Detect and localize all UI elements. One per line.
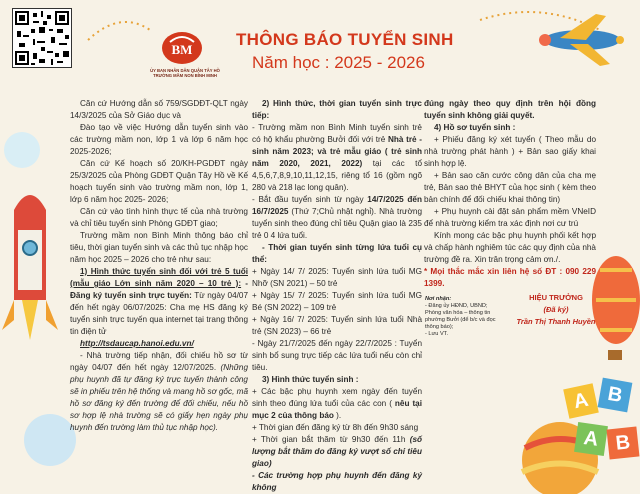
col2-l5b: nêu tại mục 2 của thông báo — [252, 399, 422, 420]
col2-p2a: - Bắt đầu tuyển sinh từ ngày — [252, 195, 368, 204]
block-b: B — [598, 378, 633, 413]
qr-code[interactable] — [12, 8, 72, 68]
recipient-2: Phòng văn hóa – thông tin phường Bưởi (để b/c và đọc thông báo); — [425, 310, 496, 330]
registration-link[interactable]: http://tsdaucap.hanoi.edu.vn/ — [80, 339, 194, 348]
online-registration-text: Từ ngày 04/07 đến hết ngày 06/07/2025: Cha mẹ HS đăng ký tuyển sinh trực tuyến qua internet tại trang thông tin điện tử — [70, 291, 249, 336]
block-a2: A — [574, 422, 608, 456]
col1-paragraph-5: Trường mầm non Bình Minh thông báo chỉ tiêu, thời gian tuyển sinh và các thủ tục nhập học năm học 2025 – 2026 cho trẻ như sau: — [70, 231, 248, 264]
col3-paragraph-1: đúng ngày theo quy định trên hội đồng tuyển sinh không giải quyết. — [424, 99, 596, 120]
schedule-item-2: + Ngày 15/ 7/ 2025: Tuyển sinh lứa tuổi MG Bé (SN 2022) – 109 trẻ — [252, 291, 422, 312]
closing-paragraph: Kính mong các bậc phụ huynh phối kết hợp và chấp hành nghiêm túc các quy định của nhà trường đề ra. Xin trân trọng cảm ơn./. — [424, 231, 596, 264]
school-year: Năm học : 2025 - 2026 — [252, 53, 425, 72]
section-3-heading: 3) Hình thức tuyển sinh : — [262, 375, 359, 384]
col2-form-item-3 — [252, 434, 422, 470]
col1-paragraph-7 — [70, 350, 248, 434]
schedule-item-4: - Ngày 21/7/2025 đến ngày 22/7/2025 : Tuyển sinh bổ sung trực tiếp các lứa tuổi nếu còn chỉ tiêu. — [252, 339, 422, 372]
section-4-heading: 4) Hồ sơ tuyển sinh : — [434, 123, 516, 132]
online-registration-label: - Đăng ký tuyển sinh trực tuyến: — [70, 279, 248, 300]
contact-line: * Mọi thắc mắc xin liên hệ số ĐT : 090 229 1399. — [424, 267, 596, 288]
col1-link-row — [70, 338, 248, 350]
page-title: THÔNG BÁO TUYỂN SINH — [236, 30, 454, 49]
col2-paragraph-2 — [252, 194, 422, 242]
school-logo — [160, 28, 204, 68]
col2-p2c: (Thứ 7;Chủ nhật nghỉ). Nhà trường tuyển sinh theo đúng chỉ tiêu Quận giao là 235 trẻ 0 4 lứa tuổi. — [252, 207, 422, 240]
section-1-heading: 1) Hình thức tuyển sinh đối với trẻ 5 tuổi (mẫu giáo Lớn sinh năm 2020 – 10 trẻ ): — [70, 267, 248, 288]
documents-item-2: + Bản sao căn cước công dân của cha mẹ trẻ, Bản sao thẻ BHYT của học sinh ( kèm theo bản chính để đối chiếu khai thông tin) — [424, 171, 596, 204]
block-b2: B — [607, 427, 640, 460]
verify-text: - Nhà trường tiếp nhận, đối chiếu hồ sơ từ ngày 04/07 đến hết ngày 12/07/2025. — [70, 351, 248, 372]
col2-paragraph-1 — [252, 122, 422, 194]
col2-p1a: - Trường mầm non Bình Minh tuyển sinh trẻ có hộ khẩu phường Bưởi đối với trẻ — [252, 123, 422, 144]
recipient-1: - Đăng ủy HĐND, UBND; — [425, 303, 488, 309]
schedule-item-3: + Ngày 16/ 7/ 2025: Tuyển sinh lứa tuổi Nhà trẻ (SN 2023) – 66 trẻ — [252, 315, 422, 336]
column-2 — [252, 98, 422, 494]
recipient-3: - Lưu VT. — [425, 331, 449, 337]
documents-item-3: + Phụ huynh cài đặt sản phẩm mềm VNeID để nhà trường kiểm tra xác định nơi cư trú — [424, 207, 596, 228]
signature-block — [516, 292, 596, 328]
col1-paragraph-2: Đào tạo về việc Hướng dẫn tuyển sinh vào các trường mầm non, lớp 1 và lớp 6 năm học 2025-2026; — [70, 123, 248, 156]
recipients-title: Nơi nhận: — [425, 296, 452, 302]
signature-note: (Đã ký) — [543, 305, 569, 314]
documents-item-1: + Phiếu đăng ký xét tuyển ( Theo mẫu do nhà trường phát hành ) + Bản sao giấy khai sinh hợp lệ. — [424, 135, 596, 168]
column-3 — [424, 98, 596, 290]
col2-form-item-4: - Các trường hợp phụ huynh đến đăng ký không — [252, 471, 422, 492]
svg-text:BM: BM — [171, 42, 193, 57]
col2-l7a: + Thời gian bắt thăm từ 9h30 đến 11h — [252, 435, 410, 444]
schedule-item-1: + Ngày 14/ 7/ 2025: Tuyển sinh lứa tuổi MG Nhỡ (SN 2021) – 50 trẻ — [252, 267, 422, 288]
col1-paragraph-1: Căn cứ Hướng dẫn số 759/SGDĐT-QLT ngày 14/3/2025 của Sở Giáo dục và — [70, 99, 248, 120]
col2-p2b: 14/7/2025 đến 16/7/2025 — [252, 195, 422, 216]
col1-paragraph-3: Căn cứ Kế hoạch số 20/KH-PGDĐT ngày 25/3/2025 của Phòng GDĐT Quận Tây Hồ về Kế hoạch tuyển sinh vào trường mầm non, lớp 1, lớp 6 năm học 2025- 2026; — [70, 159, 248, 204]
col2-l5c: ). — [333, 411, 342, 420]
col2-l5a: + Các bậc phụ huynh xem ngày đến tuyển sinh theo đúng lứa tuổi của các con ( — [252, 387, 422, 408]
verify-note: (Những phụ huynh đã tự đăng ký trực tuyến thành công sẽ in phiếu trên hệ thống và mang hồ sơ gốc, mã hồ sơ đăng ký đến trường để đối chiếu, nếu hồ sơ hợp lệ nhà trường sẽ có giấy hẹn ngày phụ huynh đến trường làm thủ tục nhập học). — [70, 363, 248, 432]
signature-title: HIỆU TRƯỞNG — [529, 293, 583, 302]
org-line-2: TRƯỜNG MẦM NON BÌNH MINH — [153, 73, 217, 78]
col1-section-1 — [70, 266, 248, 338]
block-a: A — [563, 383, 599, 419]
signature-name: Trần Thị Thanh Huyền — [516, 317, 596, 326]
organization-name — [140, 68, 230, 78]
rocket-icon — [2, 195, 58, 340]
col2-p1c: tại các tổ 4,5,6,7,8,9,10,11,12,15, riêng tổ 16 (gồm ngõ 280 và 218 lạc long quân). — [252, 159, 422, 192]
col2-l7b: (số lượng bắt thăm do đăng ký vượt số chỉ tiêu giao) — [252, 435, 422, 468]
recipients-block — [425, 296, 501, 338]
qr-code-icon — [13, 9, 71, 67]
col2-p1b: Nhà trẻ - sinh năm 2023; và trẻ mẫu giáo ( trẻ sinh năm 2020, 2021, 2022) — [252, 135, 422, 168]
org-line-1: ỦY BAN NHÂN DÂN QUẬN TÂY HỒ — [150, 68, 220, 73]
schedule-heading: - Thời gian tuyển sinh từng lứa tuổi cụ thể: — [252, 243, 422, 264]
column-1 — [70, 98, 248, 434]
hot-air-balloon-icon — [592, 256, 640, 360]
col2-form-item-1 — [252, 386, 422, 422]
col2-form-item-2: + Thời gian đến đăng ký từ 8h đến 9h30 sáng — [252, 423, 419, 432]
col1-paragraph-4: Căn cứ vào tình hình thực tế của nhà trường và chỉ tiêu tuyển sinh Phòng GDĐT giao; — [70, 207, 248, 228]
section-2-heading: 2) Hình thức, thời gian tuyển sinh trực tiếp: — [252, 99, 422, 120]
abc-blocks — [566, 380, 640, 480]
